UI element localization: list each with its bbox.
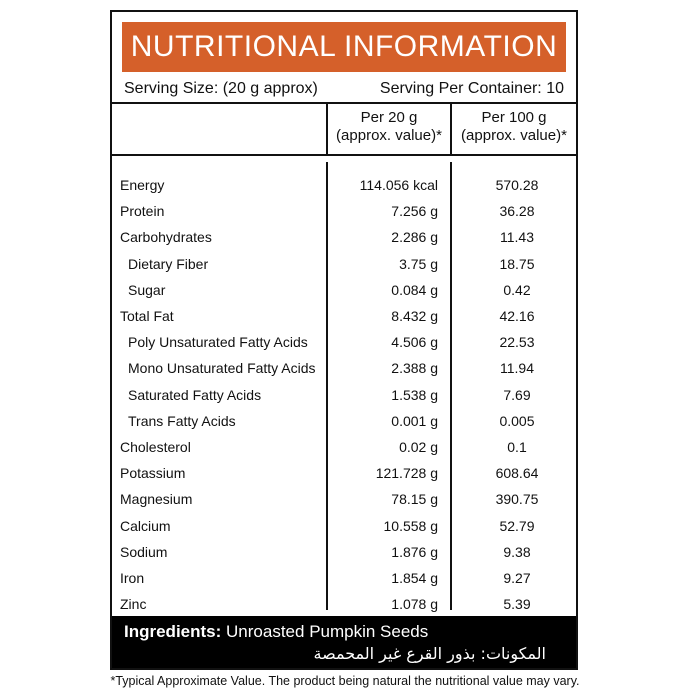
panel-title: NUTRITIONAL INFORMATION	[122, 22, 566, 72]
value-per100: 570.28	[495, 177, 539, 193]
column-divider	[326, 104, 328, 154]
value-per100: 42.16	[499, 308, 535, 324]
value-per100: 5.39	[503, 596, 531, 613]
value-per100: 608.64	[495, 465, 539, 482]
ingredients-line	[124, 622, 428, 642]
serving-size: Serving Size: (20 g approx)	[124, 80, 318, 97]
value-per20: 0.084 g	[391, 281, 438, 298]
table-row	[112, 224, 576, 250]
nutrient-name: Energy	[120, 177, 165, 193]
nutrient-name: Dietary Fiber	[128, 255, 209, 272]
column-header-per20	[330, 109, 448, 145]
table-row	[112, 460, 576, 486]
value-per20: 0.02 g	[399, 439, 438, 455]
value-per100: 18.75	[499, 255, 535, 272]
table-row	[112, 329, 576, 355]
value-per100: 36.28	[499, 203, 535, 220]
value-per100: 11.94	[500, 360, 534, 377]
nutrient-name: Saturated Fatty Acids	[128, 386, 262, 403]
value-per20: 2.388 g	[391, 360, 438, 377]
footnote: *Typical Approximate Value. The product being natural the nutritional value may vary.	[110, 674, 580, 688]
value-per20: 1.538 g	[391, 386, 438, 403]
table-row	[112, 251, 576, 277]
value-per20: 4.506 g	[391, 334, 438, 351]
column-header-per100-line1: Per 100 g	[481, 109, 547, 126]
table-row	[112, 408, 576, 434]
value-per20: 3.75 g	[399, 255, 438, 272]
value-per20: 114.056 kcal	[359, 177, 438, 193]
table-row	[112, 565, 576, 591]
table-row	[112, 172, 576, 198]
nutrient-name: Mono Unsaturated Fatty Acids	[128, 360, 316, 377]
nutrition-panel	[110, 10, 578, 670]
table-row	[112, 382, 576, 408]
nutrient-name: Cholesterol	[120, 439, 191, 455]
value-per20: 1.078 g	[391, 596, 438, 613]
ingredients-arabic: المكونات: بذور القرع غير المحمصة	[313, 644, 546, 663]
value-per100: 7.69	[503, 386, 531, 403]
column-header-per100	[454, 109, 574, 145]
table-row	[112, 513, 576, 539]
column-header-per20-line1: Per 20 g	[360, 109, 418, 126]
nutrient-name: Carbohydrates	[120, 229, 212, 246]
nutrient-name: Protein	[120, 203, 165, 220]
value-per100: 22.53	[499, 334, 535, 351]
ingredients-text: Unroasted Pumpkin Seeds	[226, 622, 429, 641]
value-per100: 390.75	[495, 491, 539, 508]
value-per20: 2.286 g	[391, 229, 438, 246]
table-row	[112, 434, 576, 460]
table-row	[112, 355, 576, 381]
value-per20: 1.854 g	[391, 570, 438, 586]
nutrient-name: Potassium	[120, 465, 186, 482]
table-row	[112, 303, 576, 329]
divider	[112, 102, 576, 104]
nutrient-name: Zinc	[120, 596, 147, 613]
ingredients-label: Ingredients:	[124, 622, 222, 641]
table-row	[112, 277, 576, 303]
value-per20: 1.876 g	[391, 543, 438, 560]
nutrient-name: Trans Fatty Acids	[128, 412, 236, 429]
value-per20: 8.432 g	[391, 308, 438, 324]
value-per100: 9.38	[503, 543, 531, 560]
ingredients-bar	[112, 616, 576, 668]
serving-info	[122, 76, 566, 102]
value-per100: 0.1	[507, 439, 527, 455]
table-row	[112, 539, 576, 565]
value-per20: 10.558 g	[383, 517, 438, 534]
nutrient-name: Total Fat	[120, 308, 174, 324]
nutrient-name: Iron	[120, 570, 145, 586]
table-row	[112, 591, 576, 617]
value-per20: 78.15 g	[391, 491, 438, 508]
value-per100: 52.79	[499, 517, 535, 534]
nutrient-name: Sodium	[120, 543, 168, 560]
nutrient-name: Sugar	[128, 281, 166, 298]
nutrient-name: Magnesium	[120, 491, 193, 508]
column-header-per100-line2: (approx. value)*	[461, 127, 567, 144]
value-per20: 7.256 g	[391, 203, 438, 220]
nutrient-name: Poly Unsaturated Fatty Acids	[128, 334, 308, 351]
column-header-per20-line2: (approx. value)*	[336, 127, 442, 144]
servings-per-container: Serving Per Container: 10	[379, 80, 564, 97]
table-row	[112, 198, 576, 224]
column-divider	[450, 104, 452, 154]
value-per100: 0.005	[499, 412, 535, 429]
table-row	[112, 486, 576, 512]
value-per100: 0.42	[503, 281, 531, 298]
value-per20: 121.728 g	[375, 465, 438, 482]
nutrient-name: Calcium	[120, 517, 171, 534]
value-per100: 9.27	[503, 570, 531, 586]
value-per20: 0.001 g	[391, 412, 438, 429]
divider	[112, 154, 576, 156]
value-per100: 11.43	[500, 229, 534, 246]
